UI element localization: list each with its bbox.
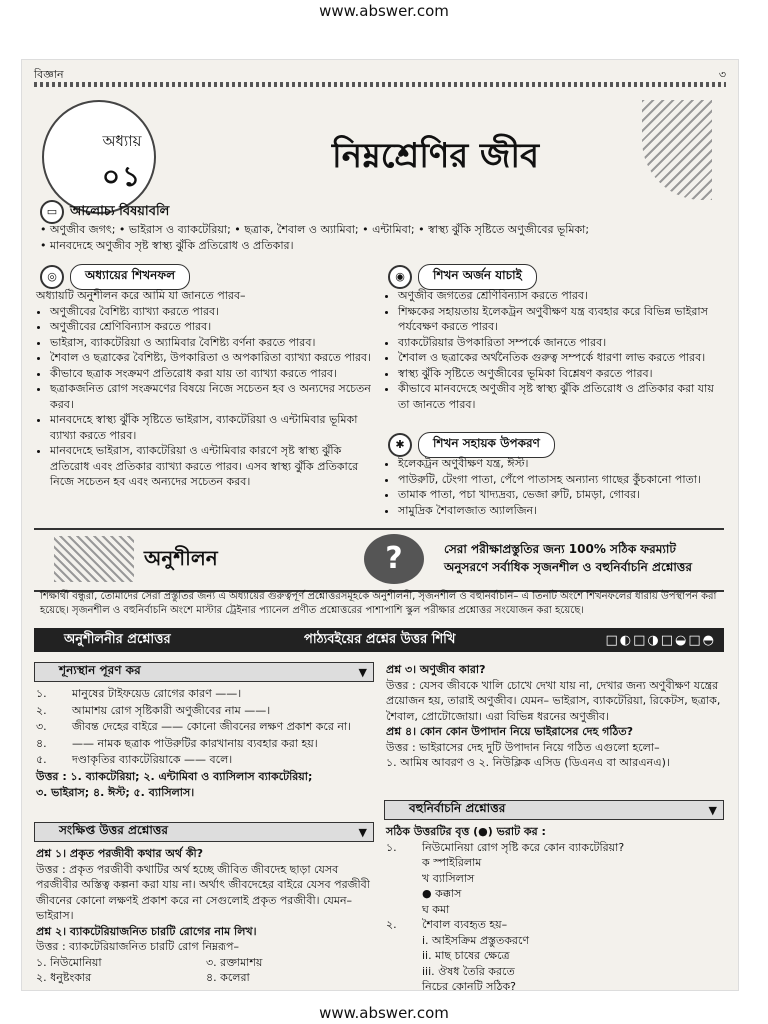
subject-label: বিজ্ঞান: [34, 68, 64, 81]
fill-blank-item: [36, 703, 376, 720]
material-item: • সামুদ্রিক শৈবালজাত অ্যালজিন।: [398, 503, 718, 519]
chevron-down-icon: ▼: [358, 826, 367, 839]
practice-tagline: [444, 540, 692, 576]
fill-blanks-answer-1: উত্তর : ১. ব্যাকটেরিয়া; ২. এন্টামিবা ও ব্যাসিলাস ব্যাকটেরিয়া;: [36, 769, 313, 783]
short-qa-block: [36, 846, 376, 986]
assessment-pill: শিখন অর্জন যাচাই: [418, 264, 537, 290]
item-text: —— নামক ছত্রাক পাউরুটির কারখানায় ব্যবহার করা হয়।: [72, 736, 318, 750]
fill-blank-item: [36, 752, 376, 769]
question-mark-icon: ?: [364, 534, 424, 584]
materials-heading: [388, 432, 555, 458]
outcomes-intro: অধ্যায়টি অনুশীলন করে আমি যা জানতে পারব–: [36, 289, 246, 302]
page-number: ৩: [718, 68, 726, 81]
practice-title: অনুশীলন: [144, 546, 218, 570]
bar-left-text: অনুশীলনীর প্রশ্নোত্তর: [64, 631, 171, 647]
practice-banner: [34, 528, 724, 592]
mcq-q1-options: [386, 855, 726, 917]
tagline-1: সেরা পরীক্ষাপ্রস্তুতির জন্য 100% সঠিক ফরম্যাট: [444, 542, 676, 556]
outcome-item: • অণুজীবের শ্রেণিবিন্যাস করতে পারব।: [50, 319, 376, 335]
fill-blanks-heading: [34, 662, 374, 682]
short-q2: প্রশ্ন ২। ব্যাকটেরিয়াজনিত চারটি রোগের নাম লিখ।: [36, 924, 257, 938]
fill-blanks-items: [36, 686, 376, 769]
item-number: ১.: [36, 687, 47, 700]
bar-icons: □◐□◑□◒□◓: [605, 632, 716, 648]
materials-pill: শিখন সহায়ক উপকরণ: [418, 432, 555, 458]
disease-item: ৪. কলেরা: [206, 971, 250, 984]
fill-blank-item: [36, 719, 376, 736]
item-text: জীবন্ত দেহের বাইরে —— কোনো জীবনের লক্ষণ প্রকাশ করে না।: [72, 720, 352, 733]
outcomes-pill: অধ্যায়ের শিখনফল: [70, 264, 190, 290]
material-item: • তামাক পাতা, পচা খাদ্যদ্রব্য, ভেজা রুটি, চামড়া, গোবর।: [398, 487, 718, 503]
section-bar: [34, 628, 724, 652]
fill-blanks-answer-2: ৩. ভাইরাস; ৪. ঈস্ট; ৫. ব্যাসিলাস।: [36, 786, 195, 799]
outcomes-column: [36, 288, 376, 490]
assessment-list: [384, 288, 718, 412]
assessment-heading: [388, 264, 537, 290]
assessment-item: • স্বাস্থ্য ঝুঁকি সৃষ্টিতে অণুজীবের ভূমিকা বিশ্লেষণ করতে পারব।: [398, 366, 718, 382]
decorative-stripes: [642, 100, 712, 200]
material-item: • পাউরুটি, টেংগা পাতা, পেঁপে পাতাসহ অন্যান্য গাছের কুঁচকানো পাতা।: [398, 472, 718, 488]
tagline-2: অনুসরণে সর্বাধিক সৃজনশীল ও বহুনির্বাচনি প্রশ্নোত্তর: [444, 560, 692, 574]
dartboard-icon: ◉: [388, 265, 412, 289]
assessment-item: • অণুজীব জগতের শ্রেণিবিন্যাস করতে পারব।: [398, 288, 718, 304]
mcq-option: ঘ কমা: [422, 902, 450, 916]
item-number: ৫.: [36, 753, 47, 766]
assessment-item: • কীভাবে মানবদেহে অণুজীব সৃষ্ট স্বাস্থ্য ঝুঁকি প্রতিরোধ ও প্রতিকার করা যায় তা জানতে পারব।: [398, 381, 718, 412]
outcome-item: • কীভাবে ছত্রাক সংক্রমণ প্রতিরোধ করা যায় তা ব্যাখ্যা করতে পারব।: [50, 366, 376, 382]
target-icon: ◎: [40, 265, 64, 289]
mcq-option: খ ব্যাসিলাস: [422, 871, 475, 885]
disease-item: ৩. রক্তামাশয়: [206, 955, 263, 969]
materials-column: [384, 456, 718, 518]
watermark-bottom: www.abswer.com: [319, 1004, 449, 1022]
item-number: ২.: [36, 703, 47, 717]
short-qa-heading-text: সংক্ষিপ্ত উত্তর প্রশ্নোত্তর: [59, 823, 168, 837]
disease-item: ২. ধনুষ্টংকার: [36, 971, 92, 984]
mcq-q2-ask: নিচের কোনটি সঠিক?: [422, 980, 516, 990]
header-divider: [34, 82, 726, 87]
right-q4: প্রশ্ন ৪। কোন কোন উপাদান নিয়ে ভাইরাসের দেহ গঠিত?: [386, 725, 634, 738]
mcq-heading: [384, 800, 724, 820]
fill-blanks-list: [36, 686, 376, 802]
pen-hand-icon: [54, 536, 134, 582]
practice-intro: শিক্ষার্থী বন্ধুরা, তোমাদের সেরা প্রস্তুতির জন্য এ অধ্যায়ের গুরুত্বপূর্ণ প্রশ্নোত্তরসমূহকে অনুশীলনী, সৃজনশীল ও বহুনির্বাচনি– এ তিনটি অংশে শিখনফলের ধারায় উপস্থাপন করা হয়েছে। সৃজনশীল ও বহুনির্বাচনি অংশে মাস্টার ট্রেইনার প্যানেল প্রণীত প্রশ্নোত্তরের পাশাপাশি স্কুল পরীক্ষার প্রশ্নোত্তর সংযোজন করা হয়েছে।: [40, 591, 717, 616]
mcq-q2: ২. শৈবাল ব্যবহৃত হয়–: [386, 918, 508, 931]
fill-blank-item: [36, 686, 376, 703]
right-qa-block: [386, 662, 726, 771]
topics-list: [40, 222, 730, 254]
right-a3: উত্তর : যেসব জীবকে খালি চোখে দেখা যায় না, দেখার জন্য অণুবীক্ষণ যন্ত্রের প্রয়োজন হয়, তারাই অণুজীব। যেমন– ভাইরাস, ব্যাকটেরিয়া, রিকেটস, ছত্রাক, শৈবাল, প্রোটোজোয়া। এরা বিভিন্ন ধরনের অণুজীব।: [386, 678, 721, 723]
short-a1: উত্তর : প্রকৃত পরজীবী কথাটির অর্থ হচ্ছে জীবিত জীবদেহ ছাড়া যেসব পরজীবীর অস্তিত্ব কল্পনা করা যায় না। অর্থাৎ জীবদেহের বাইরে যেসব পরজীবী জীবনের কোনো লক্ষণই প্রকাশ করে না সেগুলোই প্রকৃত পরজীবী। যেমন– ভাইরাস।: [36, 862, 370, 922]
mcq-option: ● কক্কাস: [422, 887, 462, 900]
item-text: মানুষের টাইফয়েড রোগের কারণ ——।: [72, 687, 242, 700]
disease-list: [36, 955, 376, 986]
mcq-q1-text: নিউমোনিয়া রোগ সৃষ্টি করে কোন ব্যাকটেরিয়া?: [422, 840, 625, 854]
topics-heading: [40, 200, 169, 224]
fill-blanks-heading-text: শূন্যস্থান পূরণ কর: [59, 663, 141, 677]
assessment-item: • শৈবাল ও ছত্রাকের অর্থনৈতিক গুরুত্ব সম্পর্কে ধারণা লাভ করতে পারব।: [398, 350, 718, 366]
topics-line-2: • মানবদেহে অণুজীব সৃষ্ট স্বাস্থ্য ঝুঁকি প্রতিরোধ ও প্রতিকার।: [40, 239, 294, 252]
fill-blank-item: [36, 736, 376, 753]
assessment-item: • শিক্ষকের সহায়তায় ইলেকট্রন অণুবীক্ষণ যন্ত্র ব্যবহার করে বিভিন্ন ভাইরাস পর্যবেক্ষণ করতে পারব।: [398, 304, 718, 335]
topics-line-1: • অণুজীব জগৎ; • ভাইরাস ও ব্যাকটেরিয়া; • ছত্রাক, শৈবাল ও অ্যামিবা; • এন্টামিবা; • স্বাস্থ্য ঝুঁকি সৃষ্টিতে অণুজীবের ভূমিকা;: [40, 223, 590, 236]
material-item: • ইলেকট্রন অণুবীক্ষণ যন্ত্র, ঈস্ট।: [398, 456, 718, 472]
mcq-statement: i. আইসক্রিম প্রস্তুতকরণে: [422, 933, 530, 947]
outcome-item: • মানবদেহে ভাইরাস, ব্যাকটেরিয়া ও এন্টামিবার কারণে সৃষ্ট স্বাস্থ্য ঝুঁকি প্রতিরোধ এবং প্রতিকার ব্যাখ্যা করতে পারব। এসব স্বাস্থ্য ঝুঁকি প্রতিকারে নিজে সচেতন হব এবং অন্যদের সচেতন করব।: [50, 443, 376, 490]
outcome-item: • অণুজীবের বৈশিষ্ট্য ব্যাখ্যা করতে পারব।: [50, 304, 376, 320]
mcq-q2-items: [386, 933, 726, 980]
disease-item: ১. নিউমোনিয়া: [36, 955, 102, 969]
item-text: দণ্ডাকৃতির ব্যাকটেরিয়াকে —— বলে।: [72, 753, 233, 766]
mcq-heading-text: বহুনির্বাচনি প্রশ্নোত্তর: [409, 801, 506, 815]
materials-list: [384, 456, 718, 518]
item-number: ৪.: [36, 736, 47, 750]
bar-right-text: পাঠ্যবইয়ের প্রশ্নের উত্তর শিখি: [304, 631, 456, 647]
short-qa-heading: [34, 822, 374, 842]
outcome-item: • ভাইরাস, ব্যাকটেরিয়া ও অ্যামিবার বৈশিষ্ট্য বর্ণনা করতে পারব।: [50, 335, 376, 351]
right-q3: প্রশ্ন ৩। অণুজীব কারা?: [386, 663, 486, 676]
chapter-title: নিম্নশ্রেণির জীব: [332, 136, 540, 176]
watermark-top: www.abswer.com: [319, 2, 449, 20]
mcq-statement: iii. ঔষধ তৈরি করতে: [422, 964, 515, 978]
mcq-option: ক স্পাইরিলাম: [422, 856, 482, 869]
chevron-down-icon: ▼: [358, 666, 367, 679]
short-q1: প্রশ্ন ১। প্রকৃত পরজীবী কথার অর্থ কী?: [36, 847, 204, 860]
outcomes-heading: [40, 264, 190, 290]
outcome-item: • ছত্রাকজনিত রোগ সংক্রমণের বিষয়ে নিজে সচেতন হব ও অন্যদের সচেতন করব।: [50, 381, 376, 412]
outcomes-list: [36, 304, 376, 490]
topics-heading-text: আলোচ্য বিষয়াবলি: [70, 203, 170, 219]
assessment-item: • ব্যাকটেরিয়ার উপকারিতা সম্পর্কে জানতে পারব।: [398, 335, 718, 351]
mcq-instruction: সঠিক উত্তরটির বৃত্ত (●) ভরাট কর :: [386, 825, 546, 838]
book-icon: ▭: [40, 200, 64, 224]
chapter-number: ০১: [101, 160, 143, 193]
short-a2: উত্তর : ব্যাকটেরিয়াজনিত চারটি রোগ নিম্নরূপ–: [36, 940, 239, 953]
item-text: আমাশয় রোগ সৃষ্টিকারী অণুজীবের নাম ——।: [72, 703, 271, 717]
item-number: ৩.: [36, 720, 47, 733]
right-a4: উত্তর : ভাইরাসের দেহ দুটি উপাদান নিয়ে গঠিত এগুলো হলো–: [386, 740, 660, 754]
mcq-q2-text: শৈবাল ব্যবহৃত হয়–: [422, 918, 508, 931]
tools-icon: ✱: [388, 433, 412, 457]
document-page: [22, 60, 738, 990]
mcq-block: [386, 824, 726, 990]
assessment-column: [384, 288, 718, 412]
chapter-label: অধ্যায়: [102, 132, 142, 150]
outcome-item: • মানবদেহে স্বাস্থ্য ঝুঁকি সৃষ্টিতে ভাইরাস, ব্যাকটেরিয়া ও এন্টামিবার ভূমিকা ব্যাখ্যা করতে পারব।: [50, 412, 376, 443]
mcq-statement: ii. মাছ চাষের ক্ষেত্রে: [422, 949, 510, 962]
chevron-down-icon: ▼: [708, 804, 717, 817]
mcq-q1: ১. নিউমোনিয়া রোগ সৃষ্টি করে কোন ব্যাকটেরিয়া?: [386, 840, 625, 854]
chapter-badge: [82, 130, 162, 202]
outcome-item: • শৈবাল ও ছত্রাকের বৈশিষ্ট্য, উপকারিতা ও অপকারিতা ব্যাখ্যা করতে পারব।: [50, 350, 376, 366]
chapter-banner: [42, 100, 712, 200]
right-a4b: ১. আমিষ আবরণ ও ২. নিউক্লিক এসিড (ডিএনএ বা আরএনএ)।: [386, 756, 670, 769]
